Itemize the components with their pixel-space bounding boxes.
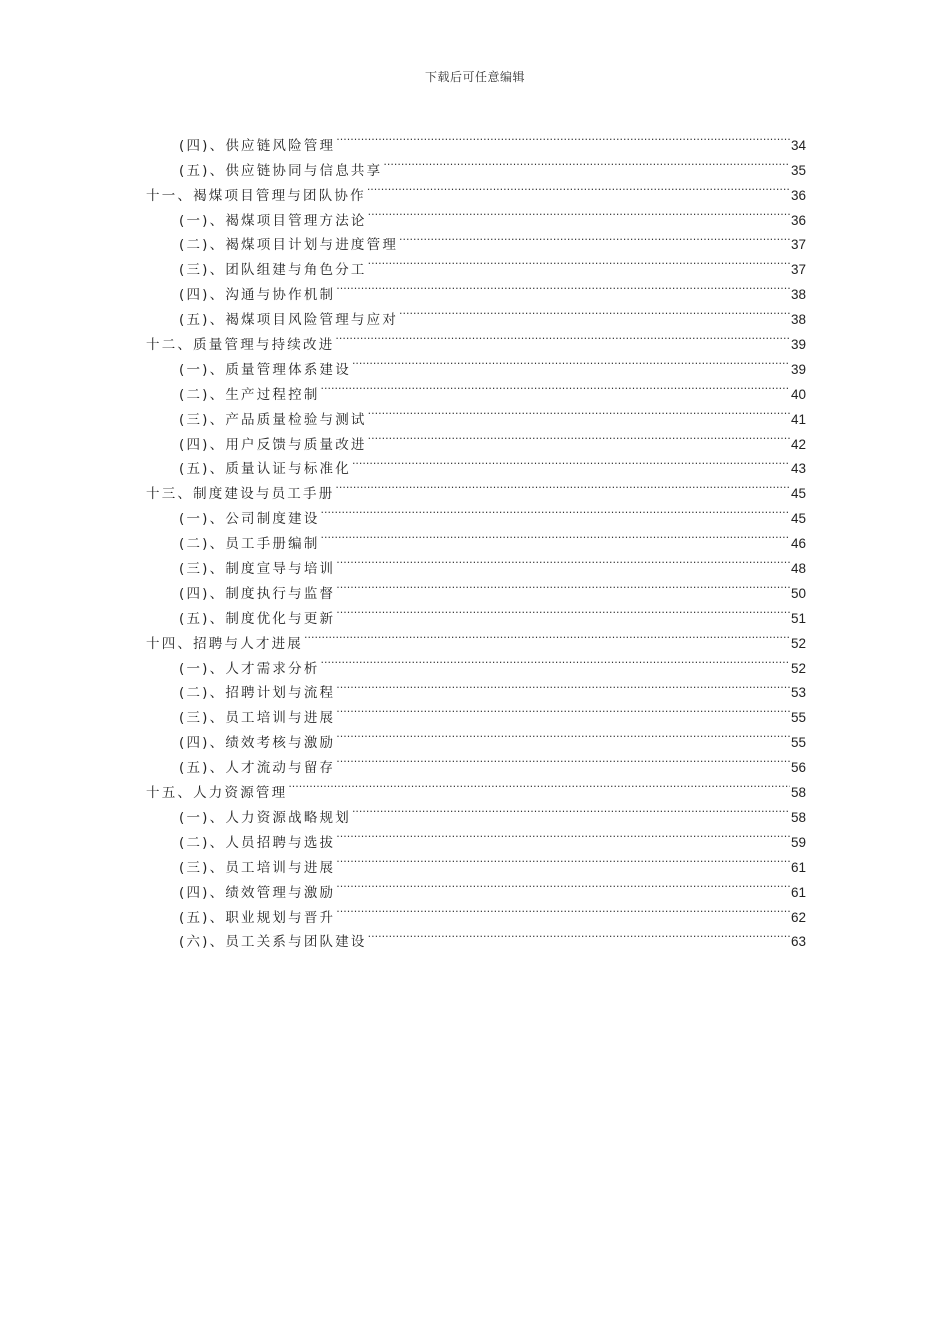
- toc-leader-dots: [304, 623, 790, 648]
- toc-entry-label: (一)、人力资源战略规划: [179, 809, 351, 826]
- toc-entry-page-number: 51: [790, 610, 806, 626]
- toc-entry-label: (三)、员工培训与进展: [179, 859, 336, 876]
- toc-leader-dots: [336, 897, 790, 922]
- toc-section-entry[interactable]: [146, 125, 806, 154]
- toc-entry-page-number: 36: [790, 212, 806, 228]
- toc-leader-dots: [368, 922, 790, 947]
- toc-leader-dots: [336, 548, 790, 573]
- toc-entry-page-number: 55: [790, 735, 806, 751]
- toc-leader-dots: [336, 822, 790, 847]
- toc-leader-dots: [321, 374, 790, 399]
- toc-entry-page-number: 62: [790, 909, 806, 925]
- toc-leader-dots: [335, 324, 790, 349]
- toc-entry-label: 十二、质量管理与持续改进: [146, 337, 335, 354]
- toc-entry-page-number: 41: [790, 411, 806, 427]
- toc-entry-label: (四)、沟通与协作机制: [179, 287, 336, 304]
- toc-entry-label: (三)、制度宣导与培训: [179, 561, 336, 578]
- toc-entry-label: (五)、人才流动与留存: [179, 760, 336, 777]
- toc-leader-dots: [336, 673, 790, 698]
- toc-entry-page-number: 37: [790, 262, 806, 278]
- toc-entry-page-number: 50: [790, 585, 806, 601]
- toc-entry-label: (四)、用户反馈与质量改进: [179, 436, 367, 453]
- toc-leader-dots: [352, 449, 790, 474]
- toc-leader-dots: [336, 274, 790, 299]
- toc-entry-label: (一)、公司制度建设: [179, 511, 320, 528]
- toc-entry-label: 十三、制度建设与员工手册: [146, 486, 335, 503]
- toc-entry-page-number: 48: [790, 561, 806, 577]
- toc-leader-dots: [399, 299, 790, 324]
- toc-leader-dots: [383, 150, 790, 175]
- toc-entry-page-number: 61: [790, 859, 806, 875]
- toc-entry-page-number: 61: [790, 884, 806, 900]
- toc-entry-page-number: 39: [790, 337, 806, 353]
- toc-leader-dots: [368, 200, 790, 225]
- toc-leader-dots: [336, 598, 790, 623]
- toc-entry-page-number: 38: [790, 287, 806, 303]
- toc-leader-dots: [368, 424, 790, 449]
- toc-entry-page-number: 53: [790, 685, 806, 701]
- toc-entry-label: (六)、员工关系与团队建设: [179, 934, 367, 951]
- toc-entry-page-number: 58: [790, 785, 806, 801]
- toc-entry-label: (二)、招聘计划与流程: [179, 685, 336, 702]
- toc-entry-label: (五)、制度优化与更新: [179, 610, 336, 627]
- toc-entry-label: (五)、质量认证与标准化: [179, 461, 351, 478]
- toc-entry-page-number: 38: [790, 312, 806, 328]
- toc-entry-page-number: 40: [790, 386, 806, 402]
- table-of-contents: [146, 125, 806, 951]
- toc-entry-page-number: 42: [790, 436, 806, 452]
- toc-entry-label: (四)、绩效管理与激励: [179, 884, 336, 901]
- toc-entry-label: (四)、绩效考核与激励: [179, 735, 336, 752]
- toc-entry-label: (一)、褐煤项目管理方法论: [179, 212, 367, 229]
- toc-entry-label: (四)、供应链风险管理: [179, 137, 336, 154]
- toc-leader-dots: [336, 573, 790, 598]
- toc-entry-label: 十一、褐煤项目管理与团队协作: [146, 187, 366, 204]
- toc-entry-page-number: 52: [790, 635, 806, 651]
- toc-entry-page-number: 63: [790, 934, 806, 950]
- toc-leader-dots: [368, 249, 790, 274]
- toc-entry-label: (五)、褐煤项目风险管理与应对: [179, 312, 399, 329]
- toc-leader-dots: [336, 697, 790, 722]
- toc-entry-label: (二)、员工手册编制: [179, 536, 320, 553]
- toc-entry-page-number: 55: [790, 710, 806, 726]
- toc-entry-page-number: 36: [790, 187, 806, 203]
- toc-leader-dots: [335, 473, 790, 498]
- toc-entry-page-number: 45: [790, 511, 806, 527]
- toc-entry-label: 十五、人力资源管理: [146, 785, 288, 802]
- toc-entry-label: (一)、人才需求分析: [179, 660, 320, 677]
- toc-entry-page-number: 58: [790, 809, 806, 825]
- toc-leader-dots: [399, 225, 790, 250]
- page-header: 下载后可任意编辑: [424, 70, 525, 84]
- toc-entry-page-number: 56: [790, 760, 806, 776]
- toc-leader-dots: [352, 797, 790, 822]
- toc-entry-label: (二)、生产过程控制: [179, 386, 320, 403]
- toc-entry-label: (三)、产品质量检验与测试: [179, 411, 367, 428]
- toc-leader-dots: [367, 175, 790, 200]
- toc-leader-dots: [352, 349, 790, 374]
- toc-entry-label: (二)、人员招聘与选拔: [179, 834, 336, 851]
- toc-entry-label: 十四、招聘与人才进展: [146, 635, 303, 652]
- toc-entry-label: (三)、员工培训与进展: [179, 710, 336, 727]
- toc-entry-label: (四)、制度执行与监督: [179, 585, 336, 602]
- toc-entry-page-number: 45: [790, 486, 806, 502]
- toc-leader-dots: [336, 747, 790, 772]
- toc-leader-dots: [336, 125, 790, 150]
- toc-entry-page-number: 37: [790, 237, 806, 253]
- toc-leader-dots: [368, 399, 790, 424]
- toc-leader-dots: [321, 648, 790, 673]
- toc-entry-page-number: 46: [790, 536, 806, 552]
- toc-entry-label: (五)、职业规划与晋升: [179, 909, 336, 926]
- toc-entry-page-number: 52: [790, 660, 806, 676]
- toc-entry-page-number: 39: [790, 361, 806, 377]
- toc-entry-page-number: 34: [790, 137, 806, 153]
- toc-leader-dots: [336, 872, 790, 897]
- toc-entry-label: (五)、供应链协同与信息共享: [179, 162, 383, 179]
- toc-entry-label: (三)、团队组建与角色分工: [179, 262, 367, 279]
- toc-entry-label: (一)、质量管理体系建设: [179, 361, 351, 378]
- toc-leader-dots: [288, 772, 790, 797]
- toc-leader-dots: [321, 498, 790, 523]
- toc-entry-label: (二)、褐煤项目计划与进度管理: [179, 237, 399, 254]
- toc-entry-page-number: 59: [790, 834, 806, 850]
- toc-entry-page-number: 43: [790, 461, 806, 477]
- toc-leader-dots: [336, 847, 790, 872]
- toc-leader-dots: [336, 722, 790, 747]
- toc-leader-dots: [321, 523, 790, 548]
- toc-entry-page-number: 35: [790, 162, 806, 178]
